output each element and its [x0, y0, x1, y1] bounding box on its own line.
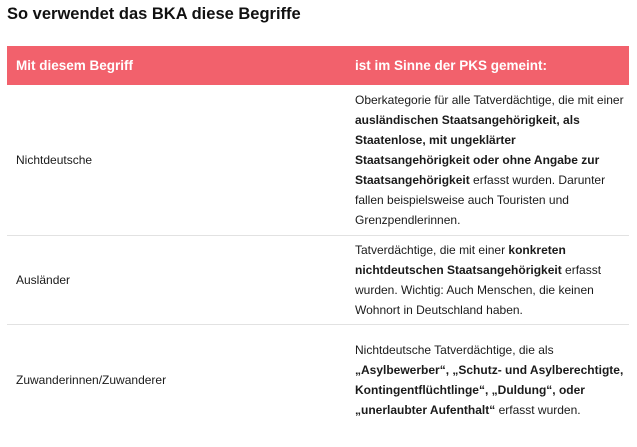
definition-highlight: ausländischen Staatsangehörigkeit, als Staatenlose, mit ungeklärter Staatsangehörigkeit oder ohne Angabe zur Staatsangehörigkeit: [355, 113, 600, 187]
definition-cell: [346, 236, 629, 325]
definition-cell: [346, 85, 629, 236]
table-row: [7, 325, 629, 436]
table-row: [7, 85, 629, 236]
definition-highlight: „Asylbewerber“, „Schutz- und Asylberechtigte, Kontingentflüchtlinge“, „Duldung“, oder „unerlaubter Aufenthalt“: [355, 363, 624, 417]
definition-text: Tatverdächtige, die mit einer: [355, 243, 509, 257]
definition-text: erfasst wurden.: [495, 403, 581, 417]
definition-highlight: konkreten nichtdeutschen Staatsangehörigkeit: [355, 243, 566, 277]
definition-text: Nichtdeutsche Tatverdächtige, die als: [355, 343, 554, 357]
table-body: [7, 85, 629, 435]
terms-table: [7, 46, 629, 435]
table-header: [7, 46, 629, 85]
term-cell: Nichtdeutsche: [7, 85, 346, 236]
definition-text: Oberkategorie für alle Tatverdächtige, die mit einer: [355, 93, 624, 107]
term-cell: Ausländer: [7, 236, 346, 325]
table-row: [7, 236, 629, 325]
header-row: [7, 46, 629, 85]
definition-text: erfasst wurden. Wichtig: Auch Menschen, die keinen Wohnort in Deutschland haben.: [355, 263, 602, 317]
column-header-term: Mit diesem Begriff: [7, 46, 346, 85]
term-cell: Zuwanderinnen/Zuwanderer: [16, 373, 167, 387]
definition-cell: [346, 325, 629, 436]
page-title: So verwendet das BKA diese Begriffe: [7, 5, 301, 23]
definition-text: erfasst wurden. Darunter fallen beispielsweise auch Touristen und Grenzpendlerinnen.: [355, 173, 606, 227]
column-header-meaning: ist im Sinne der PKS gemeint:: [346, 46, 629, 85]
